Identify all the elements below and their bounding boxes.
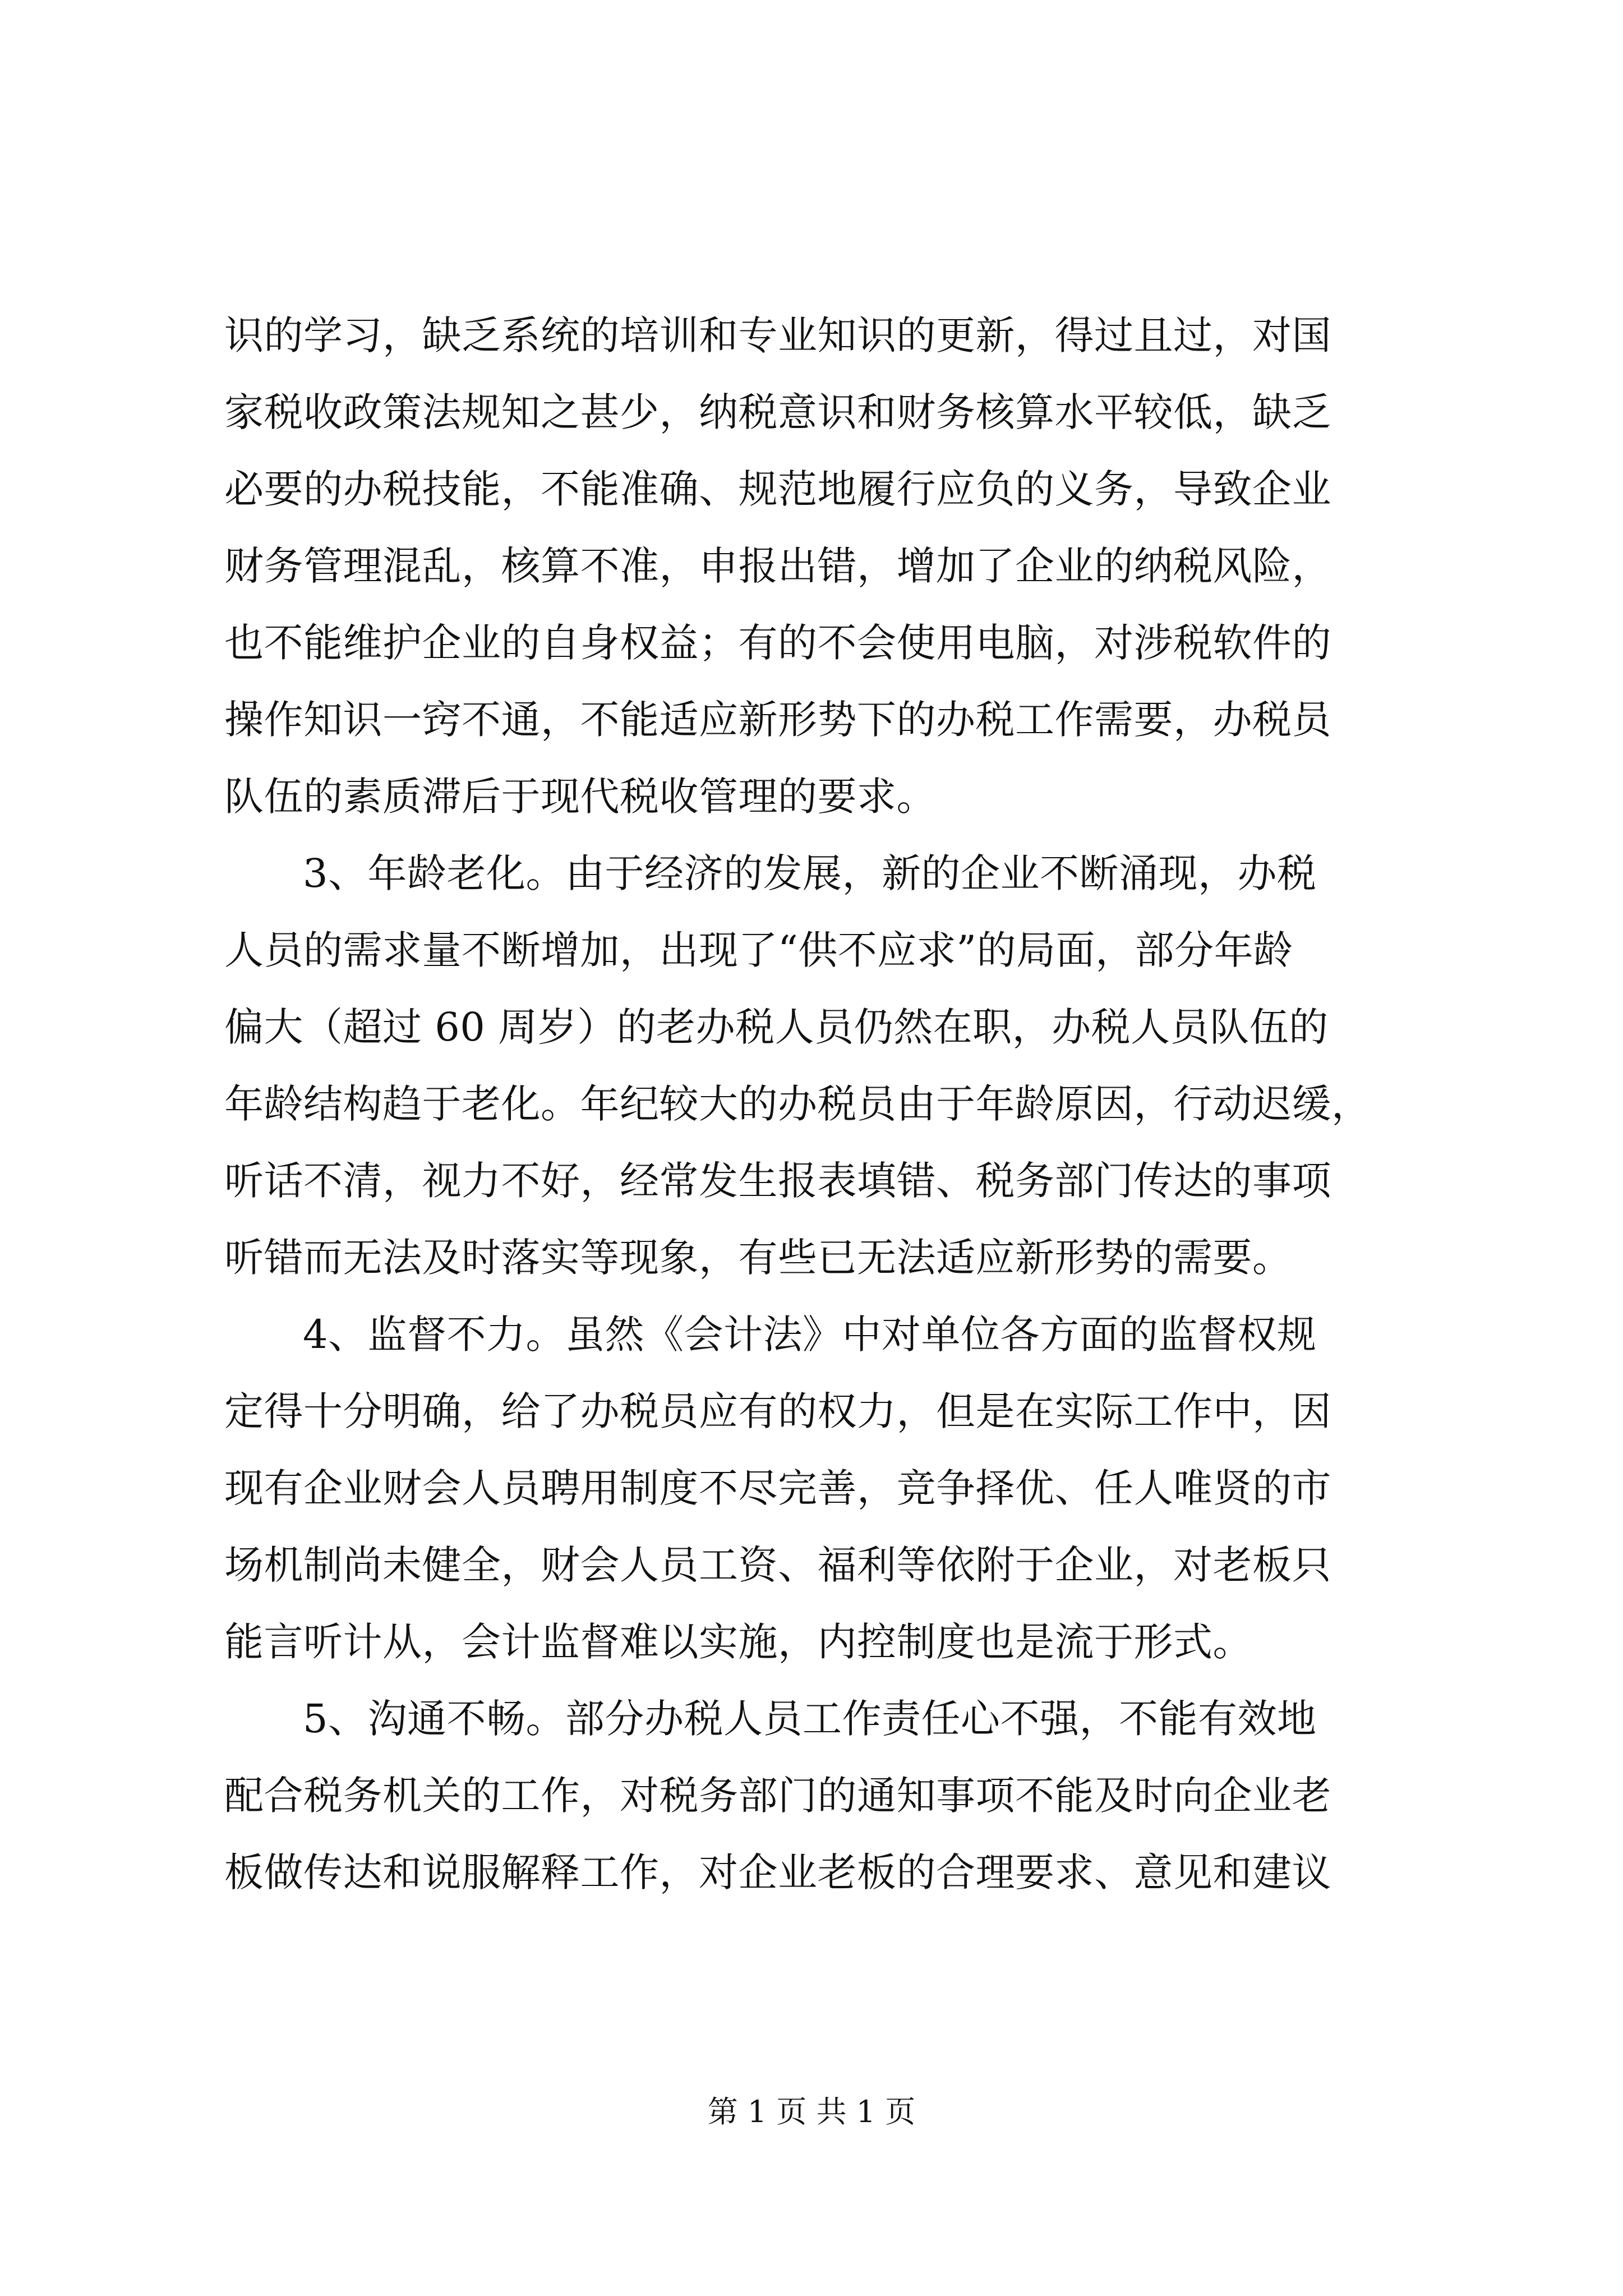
text-line: 家税收政策法规知之甚少，纳税意识和财务核算水平较低，缺乏 xyxy=(224,389,1331,435)
text-line: 人员的需求量不断增加，出现了“供不应求”的局面，部分年龄 xyxy=(224,927,1293,973)
body-text xyxy=(224,297,1430,1911)
paragraph-start-line: 3、年龄老化。由于经济的发展，新的企业不断涌现，办税 xyxy=(303,850,1317,896)
text-line: 配合税务机关的工作，对税务部门的通知事项不能及时向企业老 xyxy=(224,1773,1331,1819)
text-line: 场机制尚未健全，财会人员工资、福利等依附于企业，对老板只 xyxy=(224,1542,1331,1588)
text-line: 听错而无法及时落实等现象，有些已无法适应新形势的需要。 xyxy=(224,1235,1292,1281)
paragraph-start-line: 4、监督不力。虽然《会计法》中对单位各方面的监督权规 xyxy=(303,1312,1317,1358)
text-line: 识的学习，缺乏系统的培训和专业知识的更新，得过且过，对国 xyxy=(224,312,1331,358)
paragraph-start-line: 5、沟通不畅。部分办税人员工作责任心不强，不能有效地 xyxy=(303,1696,1317,1742)
text-line: 现有企业财会人员聘用制度不尽完善，竞争择优、任人唯贤的市 xyxy=(224,1465,1331,1511)
page-footer: 第 1 页 共 1 页 xyxy=(707,2094,916,2129)
text-line: 队伍的素质滞后于现代税收管理的要求。 xyxy=(224,774,936,820)
text-line: 财务管理混乱，核算不准，申报出错，增加了企业的纳税风险， xyxy=(224,543,1331,589)
text-line: 能言听计从，会计监督难以实施，内控制度也是流于形式。 xyxy=(224,1619,1252,1665)
text-line: 也不能维护企业的自身权益；有的不会使用电脑，对涉税软件的 xyxy=(224,620,1331,666)
text-line: 偏大（超过 60 周岁）的老办税人员仍然在职，办税人员队伍的 xyxy=(224,1004,1329,1050)
text-line: 听话不清，视力不好，经常发生报表填错、税务部门传达的事项 xyxy=(224,1158,1331,1204)
text-line: 必要的办税技能，不能准确、规范地履行应负的义务，导致企业 xyxy=(224,466,1331,512)
text-line: 板做传达和说服解释工作，对企业老板的合理要求、意见和建议 xyxy=(224,1849,1331,1895)
text-line: 年龄结构趋于老化。年纪较大的办税员由于年龄原因，行动迟缓， xyxy=(224,1081,1371,1127)
text-line: 定得十分明确，给了办税员应有的权力，但是在实际工作中，因 xyxy=(224,1388,1331,1434)
text-line: 操作知识一窍不通，不能适应新形势下的办税工作需要，办税员 xyxy=(224,697,1331,743)
